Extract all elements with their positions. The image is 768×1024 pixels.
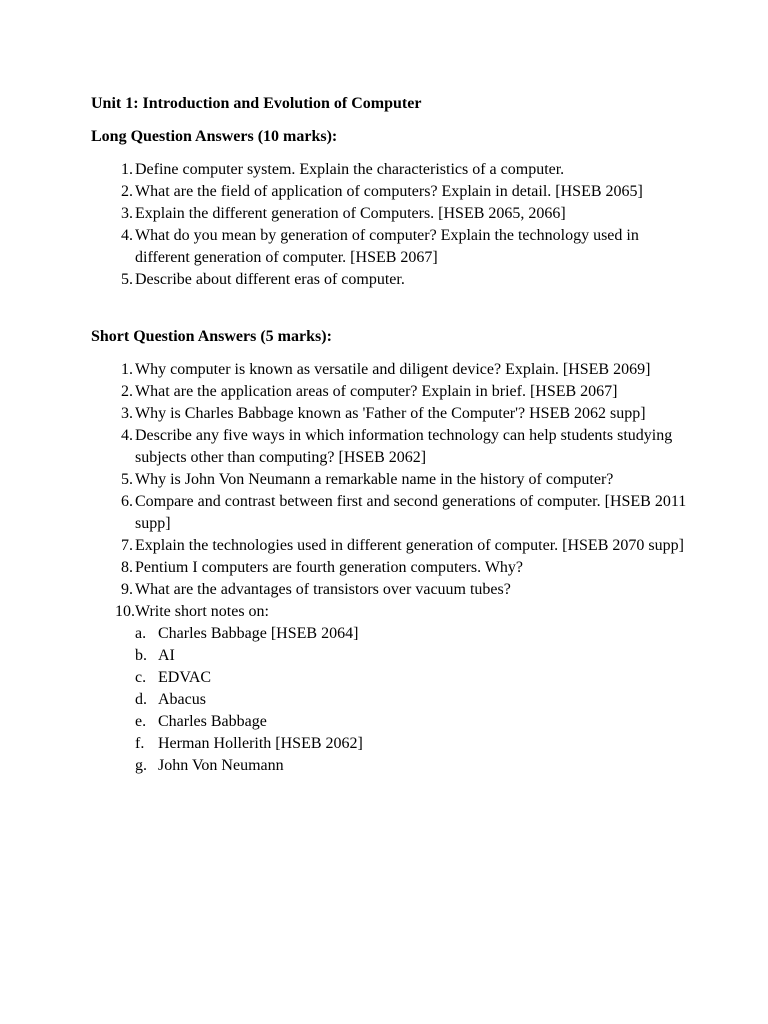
note-item (135, 667, 691, 689)
list-item (91, 359, 691, 381)
item-text: Pentium I computers are fourth generation computers. Why? (135, 559, 524, 576)
item-text: Why is Charles Babbage known as 'Father of the Computer'? HSEB 2062 supp] (135, 405, 646, 422)
note-text: Abacus (158, 691, 206, 708)
item-text: Describe about different eras of computer. (135, 271, 405, 288)
item-number: 3. (121, 405, 133, 422)
item-number: 1. (121, 361, 133, 378)
item-text: Why computer is known as versatile and diligent device? Explain. [HSEB 2069] (135, 361, 651, 378)
note-item (135, 755, 691, 777)
item-number: 8. (121, 559, 133, 576)
item-number: 1. (121, 161, 133, 178)
note-item (135, 711, 691, 733)
item-text: Explain the technologies used in different generation of computer. [HSEB 2070 supp] (135, 537, 684, 554)
item-text: What do you mean by generation of computer? Explain the technology used in different generation of computer. [HSEB 2067] (135, 227, 639, 266)
note-text: Herman Hollerith [HSEB 2062] (158, 735, 363, 752)
list-item (91, 579, 691, 601)
list-item (91, 557, 691, 579)
item-text: Why is John Von Neumann a remarkable name in the history of computer? (135, 471, 614, 488)
item-text: Explain the different generation of Computers. [HSEB 2065, 2066] (135, 205, 566, 222)
item-number: 6. (121, 493, 133, 510)
item-number: 4. (121, 427, 133, 444)
list-item (91, 469, 691, 491)
item-number: 9. (121, 581, 133, 598)
item-text: What are the advantages of transistors over vacuum tubes? (135, 581, 511, 598)
list-item (91, 203, 691, 225)
item-number: 5. (121, 471, 133, 488)
item-text: Compare and contrast between first and second generations of computer. [HSEB 2011 supp] (135, 493, 687, 532)
note-item (135, 623, 691, 645)
short-questions-heading: Short Question Answers (5 marks): (91, 328, 332, 345)
item-text (135, 601, 691, 777)
note-letter: e. (135, 713, 147, 730)
note-text: EDVAC (158, 669, 212, 686)
short-notes-list (135, 623, 691, 777)
note-letter: f. (135, 735, 145, 752)
list-item (91, 225, 691, 269)
note-letter: a. (135, 625, 147, 642)
item-text: Define computer system. Explain the characteristics of a computer. (135, 161, 565, 178)
list-item (91, 159, 691, 181)
item-number: 4. (121, 227, 133, 244)
note-text: Charles Babbage (158, 713, 267, 730)
list-item (91, 601, 691, 777)
note-letter: b. (135, 647, 147, 664)
item-text: What are the application areas of computer? Explain in brief. [HSEB 2067] (135, 383, 618, 400)
list-item (91, 535, 691, 557)
note-text: Charles Babbage [HSEB 2064] (158, 625, 359, 642)
note-letter: c. (135, 669, 147, 686)
list-item (91, 403, 691, 425)
note-text: John Von Neumann (158, 757, 284, 774)
item-number: 10. (115, 603, 135, 620)
item-number: 2. (121, 183, 133, 200)
note-item (135, 689, 691, 711)
long-questions-heading: Long Question Answers (10 marks): (91, 128, 338, 145)
note-item (135, 645, 691, 667)
list-item (91, 491, 691, 535)
note-letter: d. (135, 691, 147, 708)
item-text: What are the field of application of computers? Explain in detail. [HSEB 2065] (135, 183, 643, 200)
item-number: 5. (121, 271, 133, 288)
item-number: 3. (121, 205, 133, 222)
short-questions-list (91, 359, 691, 777)
unit-title: Unit 1: Introduction and Evolution of Computer (91, 95, 422, 112)
item-text: Describe any five ways in which information technology can help students studying subjects other than computing? [HSEB 2062] (135, 427, 673, 466)
item-number: 2. (121, 383, 133, 400)
list-item (91, 381, 691, 403)
note-letter: g. (135, 757, 147, 774)
list-item (91, 425, 691, 469)
list-item (91, 181, 691, 203)
note-text: AI (158, 647, 175, 664)
item-number: 7. (121, 537, 133, 554)
long-questions-list (91, 159, 691, 291)
note-item (135, 733, 691, 755)
short-notes-label: Write short notes on: (135, 603, 269, 620)
list-item (91, 269, 691, 291)
